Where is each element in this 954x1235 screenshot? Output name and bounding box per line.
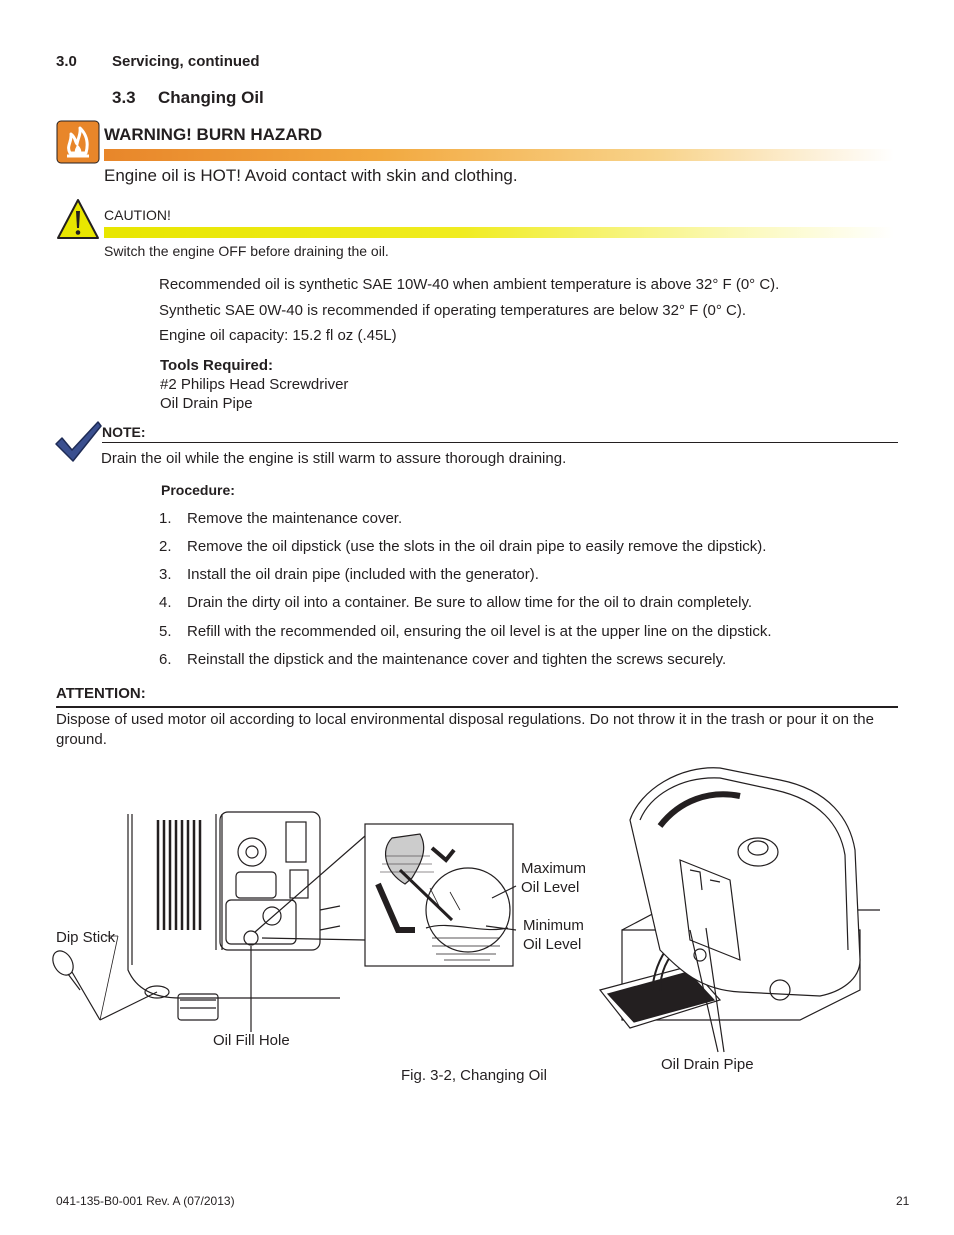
oil-info-line: Recommended oil is synthetic SAE 10W-40 when ambient temperature is above 32° F (0° C). xyxy=(159,276,780,293)
page-number: 21 xyxy=(896,1194,910,1208)
tools-heading: Tools Required: xyxy=(160,357,274,374)
procedure-heading: Procedure: xyxy=(161,482,235,498)
note-title: NOTE: xyxy=(102,424,146,440)
min-level-line-2: Oil Level xyxy=(523,936,582,953)
attention-text: Dispose of used motor oil according to local environmental disposal regulations. Do not throw it in the trash or pour it on the ground. xyxy=(56,711,874,748)
document-number: 041-135-B0-001 Rev. A (07/2013) xyxy=(56,1194,235,1208)
note-text: Drain the oil while the engine is still warm to assure thorough draining. xyxy=(101,450,567,467)
attention-divider xyxy=(56,706,898,708)
step-text: Drain the dirty oil into a container. Be sure to allow time for the oil to drain completely. xyxy=(187,594,752,611)
max-level-line-2: Oil Level xyxy=(521,879,580,896)
step-number: 1. xyxy=(159,510,172,527)
section-number: 3.0 xyxy=(56,53,77,70)
max-level-line-1: Maximum xyxy=(521,860,587,877)
step-text: Refill with the recommended oil, ensuring the oil level is at the upper line on the dipstick. xyxy=(187,623,772,640)
tools-required xyxy=(160,356,348,413)
dip-stick-label: Dip Stick xyxy=(56,929,116,946)
procedure-step xyxy=(159,594,752,611)
caution-text: Switch the engine OFF before draining the oil. xyxy=(104,243,389,259)
warning-text: Engine oil is HOT! Avoid contact with skin and clothing. xyxy=(104,166,518,185)
procedure-step xyxy=(159,510,402,527)
step-text: Reinstall the dipstick and the maintenance cover and tighten the screws securely. xyxy=(187,651,727,668)
oil-capacity-line: Engine oil capacity: 15.2 fl oz (.45L) xyxy=(159,327,397,344)
figure-caption: Fig. 3-2, Changing Oil xyxy=(401,1067,547,1084)
minimum-oil-level-label xyxy=(523,916,584,954)
subsection-number: 3.3 xyxy=(112,88,136,107)
maximum-oil-level-label xyxy=(521,859,586,897)
procedure-step xyxy=(159,538,766,555)
note-divider xyxy=(102,442,898,443)
attention-title: ATTENTION: xyxy=(56,685,146,702)
exclamation-triangle-icon xyxy=(56,198,100,240)
min-level-line-1: Minimum xyxy=(523,917,584,934)
section-heading xyxy=(56,53,260,70)
step-text: Remove the maintenance cover. xyxy=(187,510,403,527)
step-text: Install the oil drain pipe (included with the generator). xyxy=(187,566,539,583)
subsection-heading xyxy=(112,88,264,108)
warning-title: WARNING! BURN HAZARD xyxy=(104,125,323,144)
section-title: Servicing, continued xyxy=(112,53,260,70)
step-number: 3. xyxy=(159,566,172,583)
caution-color-bar xyxy=(104,227,894,238)
caution-title: CAUTION! xyxy=(104,207,171,223)
warning-color-bar xyxy=(104,149,894,161)
procedure-step xyxy=(159,623,771,640)
fire-hazard-icon xyxy=(56,120,100,164)
step-number: 5. xyxy=(159,623,172,640)
oil-info-line: Synthetic SAE 0W-40 is recommended if operating temperatures are below 32° F (0° C). xyxy=(159,302,746,319)
checkmark-icon xyxy=(54,420,102,464)
figure-drawing xyxy=(40,760,880,1100)
tool-item: #2 Philips Head Screwdriver xyxy=(160,376,349,393)
step-number: 4. xyxy=(159,594,172,611)
step-text: Remove the oil dipstick (use the slots in the oil drain pipe to easily remove the dipstick). xyxy=(187,538,767,555)
tool-item: Oil Drain Pipe xyxy=(160,395,253,412)
step-number: 2. xyxy=(159,538,172,555)
step-number: 6. xyxy=(159,651,172,668)
oil-fill-hole-label: Oil Fill Hole xyxy=(213,1032,290,1049)
subsection-title: Changing Oil xyxy=(158,88,264,107)
changing-oil-figure xyxy=(40,760,880,1105)
procedure-step xyxy=(159,651,726,668)
procedure-step xyxy=(159,566,539,583)
oil-drain-pipe-label: Oil Drain Pipe xyxy=(661,1056,754,1073)
